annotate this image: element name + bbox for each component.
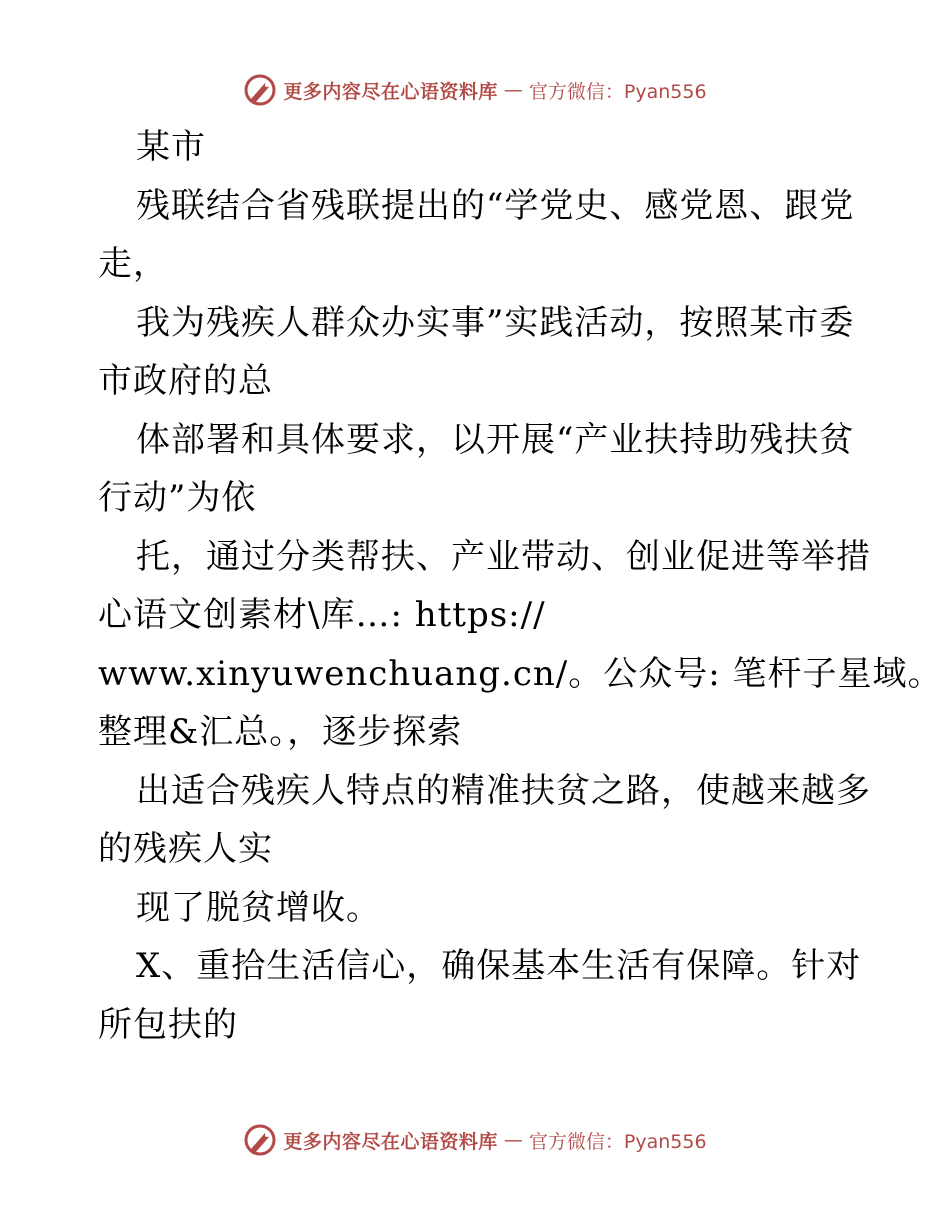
header-banner (0, 70, 950, 110)
paragraph-line: 心语文创素材\库…: https:// (98, 595, 546, 635)
paragraph-line: 的残疾人实 (98, 829, 273, 869)
paragraph-line: 出适合残疾人特点的精准扶贫之路，使越来越多 (136, 770, 871, 811)
footer-banner (0, 1120, 950, 1160)
paragraph-line: 我为残疾人群众办实事”实践活动，按照某市委 (136, 302, 855, 343)
document-body (98, 118, 943, 1054)
paragraph-line: 走， (98, 244, 168, 284)
banner-separator: — (503, 79, 523, 101)
banner-site-text: 更多内容尽在心语资料库 (283, 1130, 498, 1153)
paragraph-line: 现了脱贫增收。 (136, 887, 381, 928)
paragraph-line: 托，通过分类帮扶、产业带动、创业促进等举措 (136, 536, 871, 577)
banner-contact-text: 官方微信：Pyan556 (528, 80, 707, 103)
paragraph-line: www.xinyuwenchuang.cn/。公众号: 笔杆子星域。 (98, 653, 943, 694)
banner-separator: — (503, 1129, 523, 1151)
paragraph-line: X、重拾生活信心，确保基本生活有保障。针对 (136, 946, 862, 986)
paragraph-line: 体部署和具体要求，以开展“产业扶持助残扶贫 (136, 419, 855, 460)
banner-contact-text: 官方微信：Pyan556 (528, 1130, 707, 1153)
pen-nib-logo-icon (243, 73, 277, 107)
paragraph-line: 整理&汇总。，逐步探索 (98, 712, 463, 752)
pen-nib-logo-icon (243, 1123, 277, 1157)
paragraph-line: 残联结合省残联提出的“学党史、感党恩、跟党 (136, 185, 855, 226)
paragraph-line: 所包扶的 (98, 1004, 238, 1045)
banner-site-text: 更多内容尽在心语资料库 (283, 80, 498, 103)
paragraph-line: 行动”为依 (98, 478, 257, 518)
paragraph-line: 市政府的总 (98, 361, 273, 401)
paragraph-line: 某市 (136, 127, 206, 167)
